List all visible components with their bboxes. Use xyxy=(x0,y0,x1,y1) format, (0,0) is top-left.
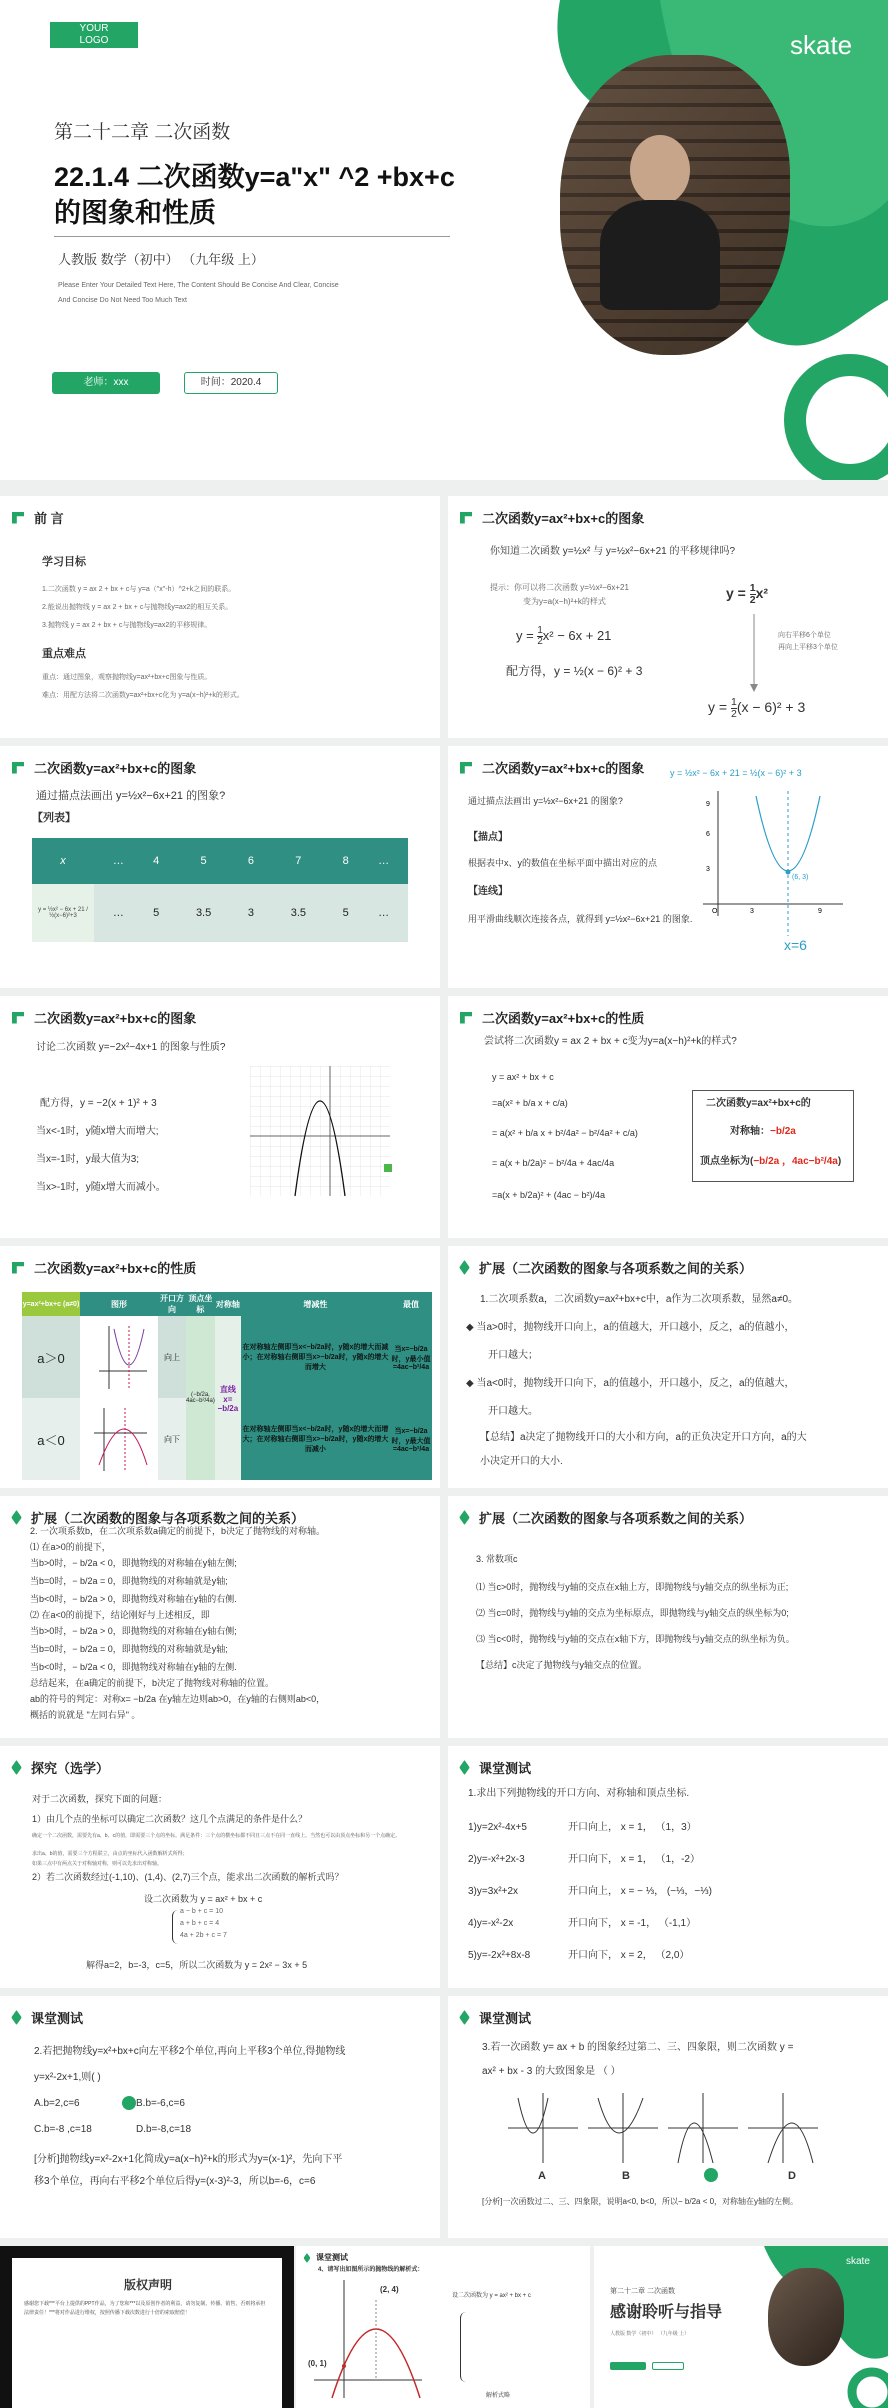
right-eq-y: y = xyxy=(726,585,750,601)
slide-header xyxy=(460,1258,752,1277)
header-text: 扩展（二次函数的图象与各项系数之间的关系） xyxy=(479,1261,753,1276)
eq-2: a + b + c = 4 xyxy=(180,1920,220,1927)
table-value-row xyxy=(32,884,408,942)
slide-header xyxy=(12,1008,196,1027)
slide-table xyxy=(0,746,440,988)
slide-header xyxy=(304,2252,348,2263)
point-label: (2, 4) xyxy=(380,2285,399,2294)
a-row-1: 开口向上， x = 1， （1，3） xyxy=(568,1822,697,1833)
header-text: 课堂测试 xyxy=(31,2011,84,2026)
copyright-body: 感谢您下载***平台上提供的PPT作品，为了您和***以及原创作者的利益，请勿复制、传播、销售，否则将承担法律责任！***将对作品进行维权，按照传播下载次数进行十倍的索取赔偿！ xyxy=(24,2301,266,2316)
slide-explore xyxy=(0,1746,440,1988)
right-eq xyxy=(726,582,768,605)
slide-header xyxy=(12,2008,83,2027)
main-title-2: 的图象和性质 xyxy=(54,198,216,228)
corner-mark-icon xyxy=(460,762,472,774)
table-cell: 最值 xyxy=(403,1299,419,1309)
frac-half: $\frac{1}{2}$ xyxy=(537,625,543,648)
header-text: 前 言 xyxy=(34,511,64,526)
corner-mark-icon xyxy=(460,1012,472,1024)
header-text: 课堂测试 xyxy=(479,2011,532,2026)
slide-header xyxy=(460,758,644,777)
q-row-2: 2)y=-x²+2x-3 xyxy=(468,1854,525,1865)
eq-label: 配方得， xyxy=(40,1098,80,1109)
slide-header xyxy=(460,508,644,527)
slide-test-2 xyxy=(0,1996,440,2238)
grid-plot xyxy=(250,1066,400,1206)
line-0: 2. 一次项系数b，在二次项系数a确定的前提下，b决定了抛物线的对称轴。 xyxy=(30,1526,326,1536)
para-2b: 开口越大； xyxy=(488,1350,538,1361)
graph-cell xyxy=(80,1398,158,1480)
option-b: B.b=-6,c=6 xyxy=(136,2098,185,2109)
vertex-close: ) xyxy=(837,1156,842,1167)
table-cell: y=ax²+bx+c (a≠0) xyxy=(22,1292,80,1316)
line-3: ⑶ 当c<0时，抛物线与y轴的交点在x轴下方，即抛物线与y轴交点的纵坐标为负。 xyxy=(476,1634,795,1644)
header-text: 扩展（二次函数的图象与各项系数之间的关系） xyxy=(31,1511,305,1526)
slide-thanks xyxy=(594,2246,888,2408)
key-title: 重点难点 xyxy=(42,648,86,660)
thanks-badge-2 xyxy=(652,2362,684,2370)
reader-figure xyxy=(630,135,690,205)
slide-cover xyxy=(0,0,888,480)
slide-header xyxy=(460,1008,644,1027)
table-header-row xyxy=(32,838,408,884)
grid-bg xyxy=(250,1066,390,1196)
vertex-label: (6, 3) xyxy=(792,874,809,881)
solution: 解析式略 xyxy=(486,2393,511,2399)
brand-text: skate xyxy=(790,30,853,60)
slide-preface xyxy=(0,496,440,738)
tick-label: O xyxy=(712,908,718,915)
eq-1-rest: x² − 6x + 21 xyxy=(542,628,612,643)
table-cell: x xyxy=(60,855,66,867)
answer-marker xyxy=(704,2168,718,2182)
q-1: 尝试将二次函数 xyxy=(484,1036,554,1047)
arrow-note-2: 再向上平移3个单位 xyxy=(778,644,838,651)
para-2: ◆ 当a>0时，抛物线开口向上，a的值越大，开口越小，反之，a的值越小， xyxy=(466,1322,795,1333)
q-part-2: 与 xyxy=(593,546,604,557)
header-text: 二次函数y=ax²+bx+c的性质 xyxy=(34,1261,197,1276)
table-cell: … xyxy=(112,855,124,867)
prop-3: 当x>-1时，y随x增大而减小。 xyxy=(36,1182,166,1193)
key-2: 难点：用配方法将二次函数y=ax²+bx+c化为 y=a(x−h)²+k的形式。 xyxy=(42,692,244,699)
line-5: 2）若二次函数经过(-1,10)、(1,4)、(2,7)三个点，能求出二次函数的解析式吗？ xyxy=(32,1872,344,1882)
up-parabola-icon xyxy=(89,1321,149,1391)
tick-label: 6 xyxy=(706,831,710,838)
summary-1: 【总结】a决定了抛物线开口的大小和方向，a的正负决定开口方向，a的大 xyxy=(480,1432,807,1443)
tag-points: 【描点】 xyxy=(468,832,508,843)
origin-label: (0, 1) xyxy=(308,2359,327,2368)
axis-label: 对称轴： xyxy=(730,1126,770,1137)
table-cell: … xyxy=(112,907,124,919)
deriv-0: y = ax² + bx + c xyxy=(492,1072,554,1082)
step-label: 配方得， xyxy=(506,664,555,678)
slide-coef-a xyxy=(448,1246,888,1488)
q-part-1: 通过描点法画出 xyxy=(468,796,532,806)
thanks-sub: 人教版 数学（初中） （九年级 上） xyxy=(610,2331,690,2337)
box-line-1: 二次函数y=ax²+bx+c的 xyxy=(706,1098,811,1109)
answer-marker xyxy=(122,2096,136,2110)
table-cell: 7 xyxy=(295,855,302,867)
diamond-icon xyxy=(304,2253,311,2263)
table-cell: … xyxy=(378,855,390,867)
key-1: 重点：通过图象，观察抛物线y=ax²+bx+c图象与性质。 xyxy=(42,674,212,681)
q-part-1: 讨论二次函数 xyxy=(36,1042,96,1053)
goal-1: 1.二次函数 y = ax 2 + bx + c与 y=a（"x"-h）^2+k之间的联系。 xyxy=(42,586,236,593)
slide-header xyxy=(12,1258,196,1277)
tick-label: 3 xyxy=(750,908,754,915)
q-2: y = ax 2 + bx + c xyxy=(554,1036,628,1047)
graph-d xyxy=(748,2093,818,2163)
option-c: C.b=-8 ,c=18 xyxy=(34,2124,92,2135)
top-equation: y = ½x² − 6x + 21 = ½(x − 6)² + 3 xyxy=(670,768,802,778)
table-header-row xyxy=(22,1292,432,1316)
analysis-1: [分析]抛物线y=x²-2x+1化简成y=a(x−h)²+k的形式为y=(x-1)²，先向下平 xyxy=(34,2154,343,2165)
prop-2: 当x=-1时，y最大值为3; xyxy=(36,1154,140,1165)
publisher: 人教版 数学（初中） （九年级 上） xyxy=(58,252,264,267)
list-tag: 【列表】 xyxy=(32,812,76,824)
label-d: D xyxy=(788,2170,796,2182)
tick-label: 3 xyxy=(706,866,710,873)
slide-header xyxy=(12,508,64,527)
goal-2: 2.能说出抛物线 y = ax 2 + bx + c与抛物线y=ax2的相互关系。 xyxy=(42,604,233,611)
frac-half-2: $\frac{1}{2}$ xyxy=(749,582,756,606)
line-1: 1）由几个点的坐标可以确定二次函数？这几个点满足的条件是什么？ xyxy=(32,1814,308,1824)
goal-title: 学习目标 xyxy=(42,556,86,568)
a-row-4: 开口向下， x = -1， （-1,1） xyxy=(568,1918,697,1929)
main-title-1: 22.1.4 二次函数y=a"x" ^2 +bx+c xyxy=(54,162,455,192)
slide-test-1 xyxy=(448,1746,888,1988)
right-eq-x: x² xyxy=(755,585,769,601)
diamond-icon xyxy=(11,2010,21,2025)
header-text: 二次函数y=ax²+bx+c的性质 xyxy=(482,1011,645,1026)
hint: 提示：你可以将二次函数 y=½x²−6x+21 xyxy=(490,583,629,592)
deriv-4: =a(x + b/2a)² + (4ac − b²)/4a xyxy=(492,1190,606,1200)
frac-half-3: $\frac{1}{2}$ xyxy=(730,696,737,720)
box-line-2 xyxy=(730,1124,796,1140)
down-parabola-icon xyxy=(89,1403,149,1473)
bottom-eq-y: y = xyxy=(708,699,731,715)
slide-test-3 xyxy=(448,1996,888,2238)
slide-discuss xyxy=(0,996,440,1238)
table-row-positive xyxy=(22,1316,432,1398)
line-4: 如果三点中有两点关于对称轴对称，则可以先求出对称轴。 xyxy=(32,1861,163,1867)
parabola-plot xyxy=(698,786,848,946)
q-line-1: 2.若把抛物线y=x²+bx+c向左平移2个单位,再向上平移3个单位,得抛物线 xyxy=(34,2046,346,2057)
table-cell: 在对称轴左侧即当x<−b/2a时，y随x的增大而减小；在对称轴右侧即当x>−b/2a时，y随x的增大而增大 xyxy=(241,1316,390,1398)
table-cell: (−b/2a, 4ac−b²/4a) xyxy=(186,1316,215,1480)
option-a: A.b=2,c=6 xyxy=(34,2098,80,2109)
line-0: 对于二次函数，探究下面的问题： xyxy=(32,1794,168,1804)
slide-coef-c xyxy=(448,1496,888,1738)
q-line-2: y=x²-2x+1,则( ) xyxy=(34,2072,101,2083)
q-3: 变为y=a(x−h)²+k的样式? xyxy=(627,1036,737,1047)
header-text: 二次函数y=ax²+bx+c的图象 xyxy=(34,761,197,776)
question-graph xyxy=(314,2280,424,2400)
option-d: D.b=-8,c=18 xyxy=(136,2124,192,2135)
q-part-1: 你知道二次函数 xyxy=(490,546,560,557)
line-9: 总结起来，在a确定的前提下，b决定了抛物线对称轴的位置。 xyxy=(30,1678,275,1688)
table-cell: 直线 x= −b/2a xyxy=(215,1316,241,1480)
q-part-2: 的图象与性质? xyxy=(159,1042,226,1053)
tag-connect: 【连线】 xyxy=(468,886,508,897)
eq-1 xyxy=(516,626,611,647)
prop-1: 当x<-1时，y随x增大而增大; xyxy=(36,1126,159,1137)
q-part-2: 的图象? xyxy=(186,790,226,802)
eq-3: 4a + 2b + c = 7 xyxy=(180,1932,227,1939)
line-3: 求出a、b的值，需要三个方程联立，由点的坐标代入函数解析式所得； xyxy=(32,1851,188,1857)
diamond-icon xyxy=(459,1510,469,1525)
answer: 解得a=2，b=-3，c=5，所以二次函数为 y = 2x² − 3x + 5 xyxy=(86,1960,308,1970)
table-cell: … xyxy=(378,907,390,919)
axis-value: −b/2a xyxy=(770,1126,796,1137)
diamond-icon xyxy=(459,1260,469,1275)
table-cell: a＜0 xyxy=(37,1432,65,1448)
diamond-icon xyxy=(459,2010,469,2025)
diamond-icon xyxy=(11,1760,21,1775)
table-cell: 3 xyxy=(247,907,255,919)
intercept-point xyxy=(342,2364,346,2368)
line-5: ⑵ 在a<0的前提下，结论刚好与上述相反，即 xyxy=(30,1610,210,1620)
corner-mark-icon xyxy=(12,1012,24,1024)
logo-box: YOUR LOGO xyxy=(50,22,138,48)
para-3b: 开口越大。 xyxy=(488,1406,538,1417)
header-text: 课堂测试 xyxy=(479,1761,532,1776)
header-text: 课堂测试 xyxy=(316,2253,348,2262)
header-text: 二次函数y=ax²+bx+c的图象 xyxy=(34,1011,197,1026)
x-eq-label: x=6 xyxy=(784,937,807,953)
line-2: 当b>0时，− b/2a < 0，即抛物线的对称轴在y轴左侧; xyxy=(30,1558,237,1568)
table-cell: 在对称轴左侧即当x<−b/2a时，y随x的增大而增大；在对称轴右侧即当x>−b/2a时，y随x的增大而减小 xyxy=(241,1398,390,1480)
cover-photo xyxy=(560,55,790,355)
corner-mark-icon xyxy=(12,1262,24,1274)
tick-label: 9 xyxy=(818,908,822,915)
slide-header xyxy=(12,758,196,777)
q-part-3: 的平移规律吗? xyxy=(669,546,736,557)
table-cell: 对称轴 xyxy=(215,1299,240,1309)
system-brace xyxy=(172,1910,178,1944)
eq-0: 设二次函数为 y = ax² + bx + c xyxy=(144,1894,263,1904)
vertex-point xyxy=(786,870,791,875)
q-part-1: 通过描点法画出 xyxy=(36,790,113,802)
q-row-1: 1)y=2x²-4x+5 xyxy=(468,1822,527,1833)
a-row-3: 开口向上， x = − ⅓， (−⅓，−⅓) xyxy=(568,1886,712,1897)
slide-coef-b xyxy=(0,1496,440,1738)
analysis-2: 移3个单位，再向右平移2个单位后得y=(x-3)²-3，所以b=-6，c=6 xyxy=(34,2176,316,2187)
table-cell: 4 xyxy=(153,855,160,867)
method: 设二次函数为 y = ax² + bx + c xyxy=(452,2293,531,2299)
deriv-3: = a(x + b/2a)² − b²/4a + 4ac/4a xyxy=(492,1158,615,1168)
box-line-3 xyxy=(700,1154,841,1170)
time-badge: 时间：2020.4 xyxy=(184,372,278,394)
header-text: 二次函数y=ax²+bx+c的图象 xyxy=(482,761,645,776)
text-connect: 用平滑曲线顺次连接各点，就得到 y=½x²−6x+21 的图象. xyxy=(468,914,693,924)
slide-copyright xyxy=(0,2246,294,2408)
p2: 当a>0时，抛物线开口向上，a的值越大，开口越小，反之，a的值越小， xyxy=(476,1322,795,1333)
down-arrow-icon xyxy=(748,614,760,694)
eq-1: a − b + c = 10 xyxy=(180,1908,224,1915)
para-1: 1.二次项系数a，二次函数y=ax²+bx+c中，a作为二次项系数，显然a≠0。 xyxy=(480,1294,799,1305)
table-cell: 开口方向 xyxy=(160,1294,184,1314)
a-row-2: 开口向下， x = 1， （1，-2） xyxy=(568,1854,700,1865)
reader-body xyxy=(600,200,720,310)
graph-cell xyxy=(80,1316,158,1398)
header-text: 探究（选学） xyxy=(31,1761,110,1776)
slide-translation xyxy=(448,496,888,738)
t2-b: 的图象. xyxy=(662,914,693,924)
corner-mark-icon xyxy=(460,512,472,524)
header-text: 二次函数y=ax²+bx+c的图象 xyxy=(482,511,645,526)
graph-b xyxy=(588,2093,658,2163)
slide-header xyxy=(460,2008,531,2027)
goal-3: 3.抛物线 y = ax 2 + bx + c与抛物线y=ax2的平移规律。 xyxy=(42,622,212,629)
thanks-title: 感谢聆听与指导 xyxy=(610,2304,723,2321)
arrow-note-1: 向右平移6个单位 xyxy=(778,632,831,639)
teacher-badge: 老师：xxx xyxy=(52,372,160,394)
line-6: 当b>0时，− b/2a > 0，即抛物线的对称轴在y轴右侧; xyxy=(30,1626,237,1636)
line-11: 概括的说就是 "左同右异" 。 xyxy=(30,1710,141,1720)
tick-label: 9 xyxy=(706,801,710,808)
para-3: ◆ 当a<0时，抛物线开口向下，a的值越小，开口越小，反之，a的值越大， xyxy=(466,1378,795,1389)
chapter-title: 第二十二章 二次函数 xyxy=(54,122,231,143)
deriv-2: = a(x² + b/a x + b²/4a² − b²/4a² + c/a) xyxy=(492,1128,638,1138)
complete-square xyxy=(40,1096,157,1112)
a-row-5: 开口向下， x = 2， （2,0） xyxy=(568,1950,690,1961)
hint-2: 变为y=a(x−h)²+k的样式 xyxy=(523,597,606,606)
label-a: A xyxy=(538,2170,546,2182)
header-text: 扩展（二次函数的图象与各项系数之间的关系） xyxy=(479,1511,753,1526)
line-2: ⑵ 当c=0时，抛物线与y轴的交点为坐标原点，即抛物线与y轴交点的纵坐标为0; xyxy=(476,1608,789,1618)
line-2: 确定一个二次函数，需要先有a、b、c的值，即需要三个点的坐标。满足条件：三个点的横坐标都不同且三点不在同一直线上。当然也可以由顶点坐标和另一个点确定。 xyxy=(32,1833,401,1839)
label-c: C xyxy=(719,2170,725,2177)
slide-plot xyxy=(448,746,888,988)
q-line-2: ax² + bx - 3 的大致图象是 （ ） xyxy=(482,2066,621,2077)
table-cell: 向下 xyxy=(164,1434,180,1444)
value-table xyxy=(32,838,408,942)
p3: 当a<0时，抛物线开口向下，a的值越小，开口越小，反之，a的值越大， xyxy=(476,1378,795,1389)
q-row-4: 4)y=-x²-2x xyxy=(468,1918,514,1929)
slide-test-4 xyxy=(296,2246,590,2408)
line-1: ⑴ 在a>0的前提下， xyxy=(30,1542,111,1552)
vertex-value: −b/2a ，4ac−b²/4a xyxy=(753,1156,838,1167)
graph-c xyxy=(668,2093,738,2163)
thanks-badge xyxy=(610,2362,646,2370)
question: 1.求出下列抛物线的开口方向、对称轴和顶点坐标. xyxy=(468,1788,690,1799)
analysis: [分析]一次函数过二、三、四象限，说明a<0, b<0，所以− b/2a < 0，对称轴在y轴的左侧。 xyxy=(482,2197,799,2206)
copyright-title: 版权声明 xyxy=(124,2278,173,2292)
q-part-2: 的图象? xyxy=(590,796,623,806)
thanks-brand: skate xyxy=(846,2256,870,2267)
line-7: 当b=0时，− b/2a = 0，即抛物线的对称轴就是y轴; xyxy=(30,1644,228,1654)
option-graphs xyxy=(508,2088,828,2168)
label-b: B xyxy=(622,2170,630,2182)
text-points: 根据表中x、y的数值在坐标平面中描出对应的点 xyxy=(468,858,658,868)
desc-line-1: Please Enter Your Detailed Text Here, The Content Should Be Concise And Clear, Concise xyxy=(58,282,339,289)
system-brace xyxy=(460,2312,466,2382)
line-8: 当b<0时，− b/2a < 0，即抛物线对称轴在y轴的左侧. xyxy=(30,1662,237,1672)
table-cell: 5 xyxy=(200,855,207,867)
line-3: 当b=0时，− b/2a = 0，即抛物线的对称轴就是y轴; xyxy=(30,1576,228,1586)
line-4: 【总结】c决定了抛物线与y轴交点的位置。 xyxy=(476,1660,648,1670)
slide-header xyxy=(12,1758,109,1777)
summary-2: 小决定开口的大小. xyxy=(480,1456,563,1467)
line-10: ab的符号的判定：对称x= −b/2a 在y轴左边则ab>0，在y轴的右侧则ab<0， xyxy=(30,1694,326,1704)
slide-header xyxy=(460,1508,752,1527)
green-marker xyxy=(384,1164,392,1172)
line-1: ⑴ 当c>0时，抛物线与y轴的交点在x轴上方，即抛物线与y轴交点的纵坐标为正; xyxy=(476,1582,789,1592)
question xyxy=(484,1034,737,1050)
diamond-icon xyxy=(459,1760,469,1775)
table-cell: 当x=−b/2a时，y最大值=4ac−b²/4a xyxy=(390,1398,432,1480)
parabola-curve xyxy=(332,2329,420,2398)
t2-a: 用平滑曲线顺次连接各点，就得到 xyxy=(468,914,604,924)
line-0: 3. 常数项c xyxy=(476,1554,518,1564)
table-cell: 6 xyxy=(247,855,255,867)
desc-line-2: And Concise Do Not Need Too Much Text xyxy=(58,297,187,304)
table-cell: 当x=−b/2a时，y最小值=4ac−b²/4a xyxy=(390,1316,432,1398)
property-table xyxy=(22,1292,432,1480)
graph-a xyxy=(508,2093,578,2163)
q-row-3: 3)y=3x²+2x xyxy=(468,1886,519,1897)
eq-1-y: y = xyxy=(516,628,538,643)
table-cell: a＞0 xyxy=(37,1350,65,1366)
line-4: 当b<0时，− b/2a > 0，即抛物线对称轴在y轴的右侧. xyxy=(30,1594,237,1604)
slide-property-table xyxy=(0,1246,440,1488)
table-cell: 3.5 xyxy=(290,907,306,919)
slide-header xyxy=(460,1758,531,1777)
question: 通过描点法画出 y=½x²−6x+21 的图象? xyxy=(468,796,623,806)
question: 4、请写出如图所示的抛物线的解析式： xyxy=(318,2267,424,2273)
vertex-label: 顶点坐标为( xyxy=(700,1156,754,1167)
question: 通过描点法画出 y=½x²−6x+21 的图象? xyxy=(36,790,226,802)
diamond-icon xyxy=(11,1510,21,1525)
thanks-chapter: 第二十二章 二次函数 xyxy=(610,2288,675,2295)
bottom-eq-rest: (x − 6)² + 3 xyxy=(736,699,806,715)
eq-2: 配方得，y = ½(x − 6)² + 3 xyxy=(506,664,643,678)
table-cell: 图形 xyxy=(111,1299,127,1309)
corner-mark-icon xyxy=(12,512,24,524)
bottom-eq xyxy=(708,696,805,719)
hint-1: 提示：你可以将二次函数 xyxy=(490,583,578,592)
slide-derivation xyxy=(448,996,888,1238)
table-cell: 顶点坐标 xyxy=(188,1294,213,1314)
title-divider xyxy=(54,236,450,237)
question: 你知道二次函数 y=½x² 与 y=½x²−6x+21 的平移规律吗? xyxy=(490,546,736,557)
table-cell: 增减性 xyxy=(303,1299,328,1309)
table-cell: 5 xyxy=(342,907,349,919)
q-row-5: 5)y=-2x²+8x-8 xyxy=(468,1950,531,1961)
table-cell: 5 xyxy=(153,907,160,919)
table-cell: 向上 xyxy=(164,1352,180,1362)
question: 讨论二次函数 y=−2x²−4x+1 的图象与性质? xyxy=(36,1042,226,1053)
q-line-1: 3.若一次函数 y= ax + b 的图象经过第二、三、四象限，则二次函数 y = xyxy=(482,2042,794,2053)
corner-mark-icon xyxy=(12,762,24,774)
deriv-1: =a(x² + b/a x + c/a) xyxy=(492,1098,568,1108)
row-label: y = ½x² − 6x + 21 / ½(x−6)²+3 xyxy=(32,884,94,942)
thanks-photo xyxy=(768,2268,844,2366)
table-cell: 3.5 xyxy=(195,907,212,919)
eq-value: y = −2(x + 1)² + 3 xyxy=(80,1098,157,1109)
table-cell: 8 xyxy=(342,855,349,867)
